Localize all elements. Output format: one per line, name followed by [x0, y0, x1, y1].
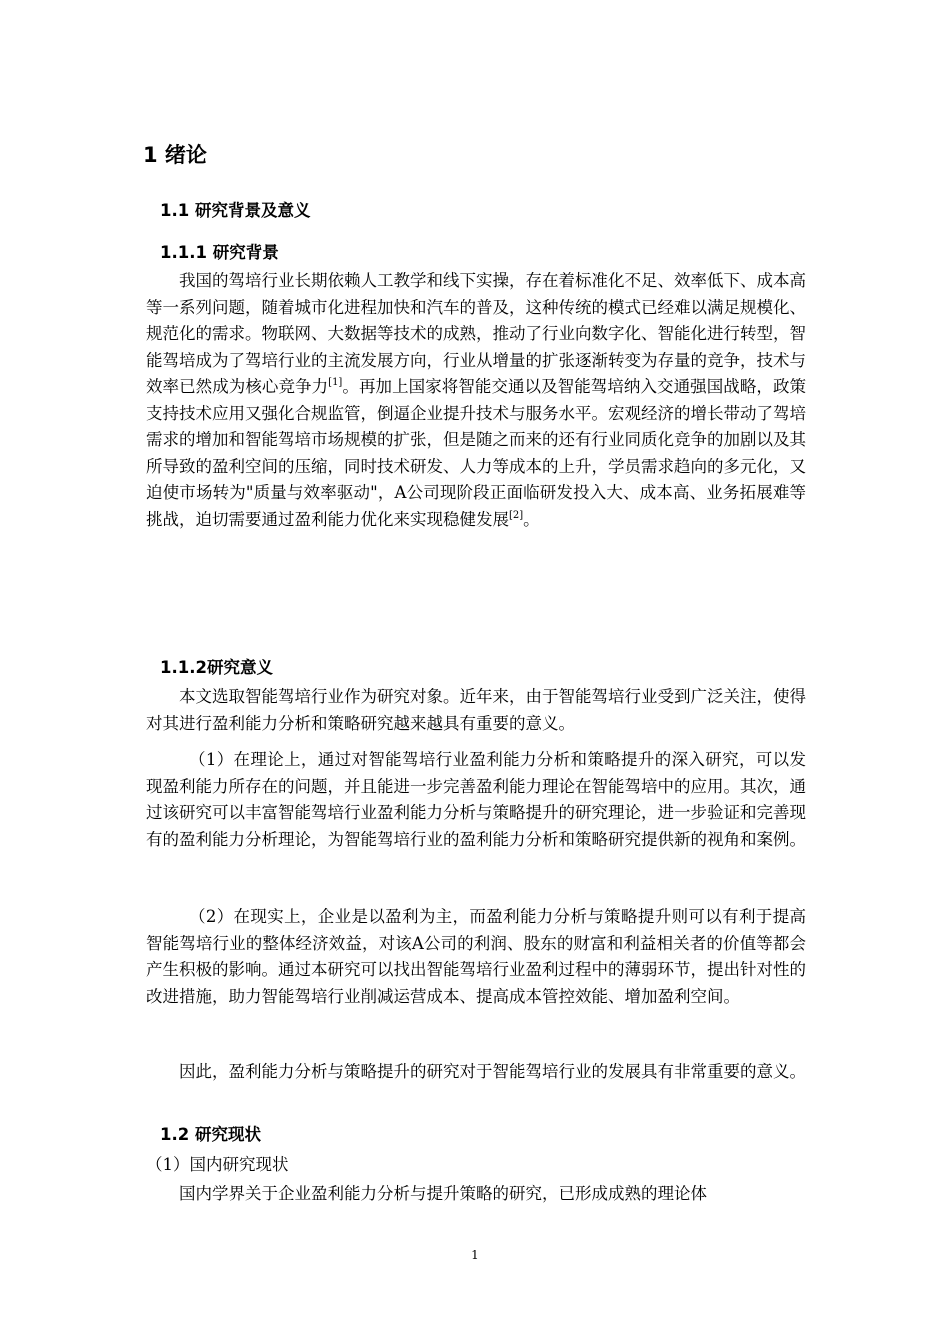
section-heading-1-1-2: 1.1.2研究意义: [160, 658, 273, 677]
citation-1[interactable]: [1]: [328, 377, 343, 388]
significance-conclusion-paragraph: 因此，盈利能力分析与策略提升的研究对于智能驾培行业的发展具有非常重要的意义。: [179, 1062, 806, 1081]
section-heading-1-1: 1.1 研究背景及意义: [160, 201, 311, 220]
section-heading-1-1-1: 1.1.1 研究背景: [160, 243, 279, 262]
domestic-research-heading: （1）国内研究现状: [146, 1155, 289, 1174]
background-text-c: 。: [523, 509, 540, 529]
significance-theory-paragraph: （1）在理论上，通过对智能驾培行业盈利能力分析和策略提升的深入研究，可以发现盈利能力所存在的问题，并且能进一步完善盈利能力理论在智能驾培中的应用。其次，通过该研究可以丰富智能驾培行业盈利能力分析与策略提升的研究理论，进一步验证和完善现有的盈利能力分析理论，为智能驾培行业的盈利能力分析和策略研究提供新的视角和案例。: [146, 750, 806, 849]
significance-practice-paragraph: （2）在现实上，企业是以盈利为主，而盈利能力分析与策略提升则可以有利于提高智能驾培行业的整体经济效益，对该A公司的利润、股东的财富和利益相关者的价值等都会产生积极的影响。通过本研究可以找出智能驾培行业盈利过程中的薄弱环节，提出针对性的改进措施，助力智能驾培行业削减运营成本、提高成本管控效能、增加盈利空间。: [146, 907, 806, 1006]
significance-intro-paragraph: 本文选取智能驾培行业作为研究对象。近年来，由于智能驾培行业受到广泛关注，使得对其进行盈利能力分析和策略研究越来越具有重要的意义。: [146, 687, 806, 733]
background-paragraph: [146, 268, 806, 533]
citation-2[interactable]: [2]: [509, 509, 524, 521]
chapter-heading: 1 绪论: [143, 143, 207, 167]
domestic-research-paragraph: 国内学界关于企业盈利能力分析与提升策略的研究，已形成成熟的理论体: [179, 1184, 707, 1203]
page-number: 1: [471, 1248, 479, 1262]
background-text-b: 。再加上国家将智能交通以及智能驾培纳入交通强国战略，政策支持技术应用又强化合规监管，倒逼企业提升技术与服务水平。宏观经济的增长带动了驾培需求的增加和智能驾培市场规模的扩张，但是随之而来的还有行业同质化竞争的加剧以及其所导致的盈利空间的压缩，同时技术研发、人力等成本的上升，学员需求趋向的多元化，又迫使市场转为"质量与效率驱动"，A公司现阶段正面临研发投入大、成本高、业务拓展难等挑战，迫切需要通过盈利能力优化来实现稳健发展: [146, 377, 807, 529]
background-text-a: 我国的驾培行业长期依赖人工教学和线下实操，存在着标准化不足、效率低下、成本高等一系列问题，随着城市化进程加快和汽车的普及，这种传统的模式已经难以满足规模化、规范化的需求。物联网、大数据等技术的成熟，推动了行业向数字化、智能化进行转型，智能驾培成为了驾培行业的主流发展方向，行业从增量的扩张逐渐转变为存量的竞争，技术与效率已然成为核心竞争力: [146, 271, 806, 396]
section-heading-1-2: 1.2 研究现状: [160, 1125, 261, 1144]
